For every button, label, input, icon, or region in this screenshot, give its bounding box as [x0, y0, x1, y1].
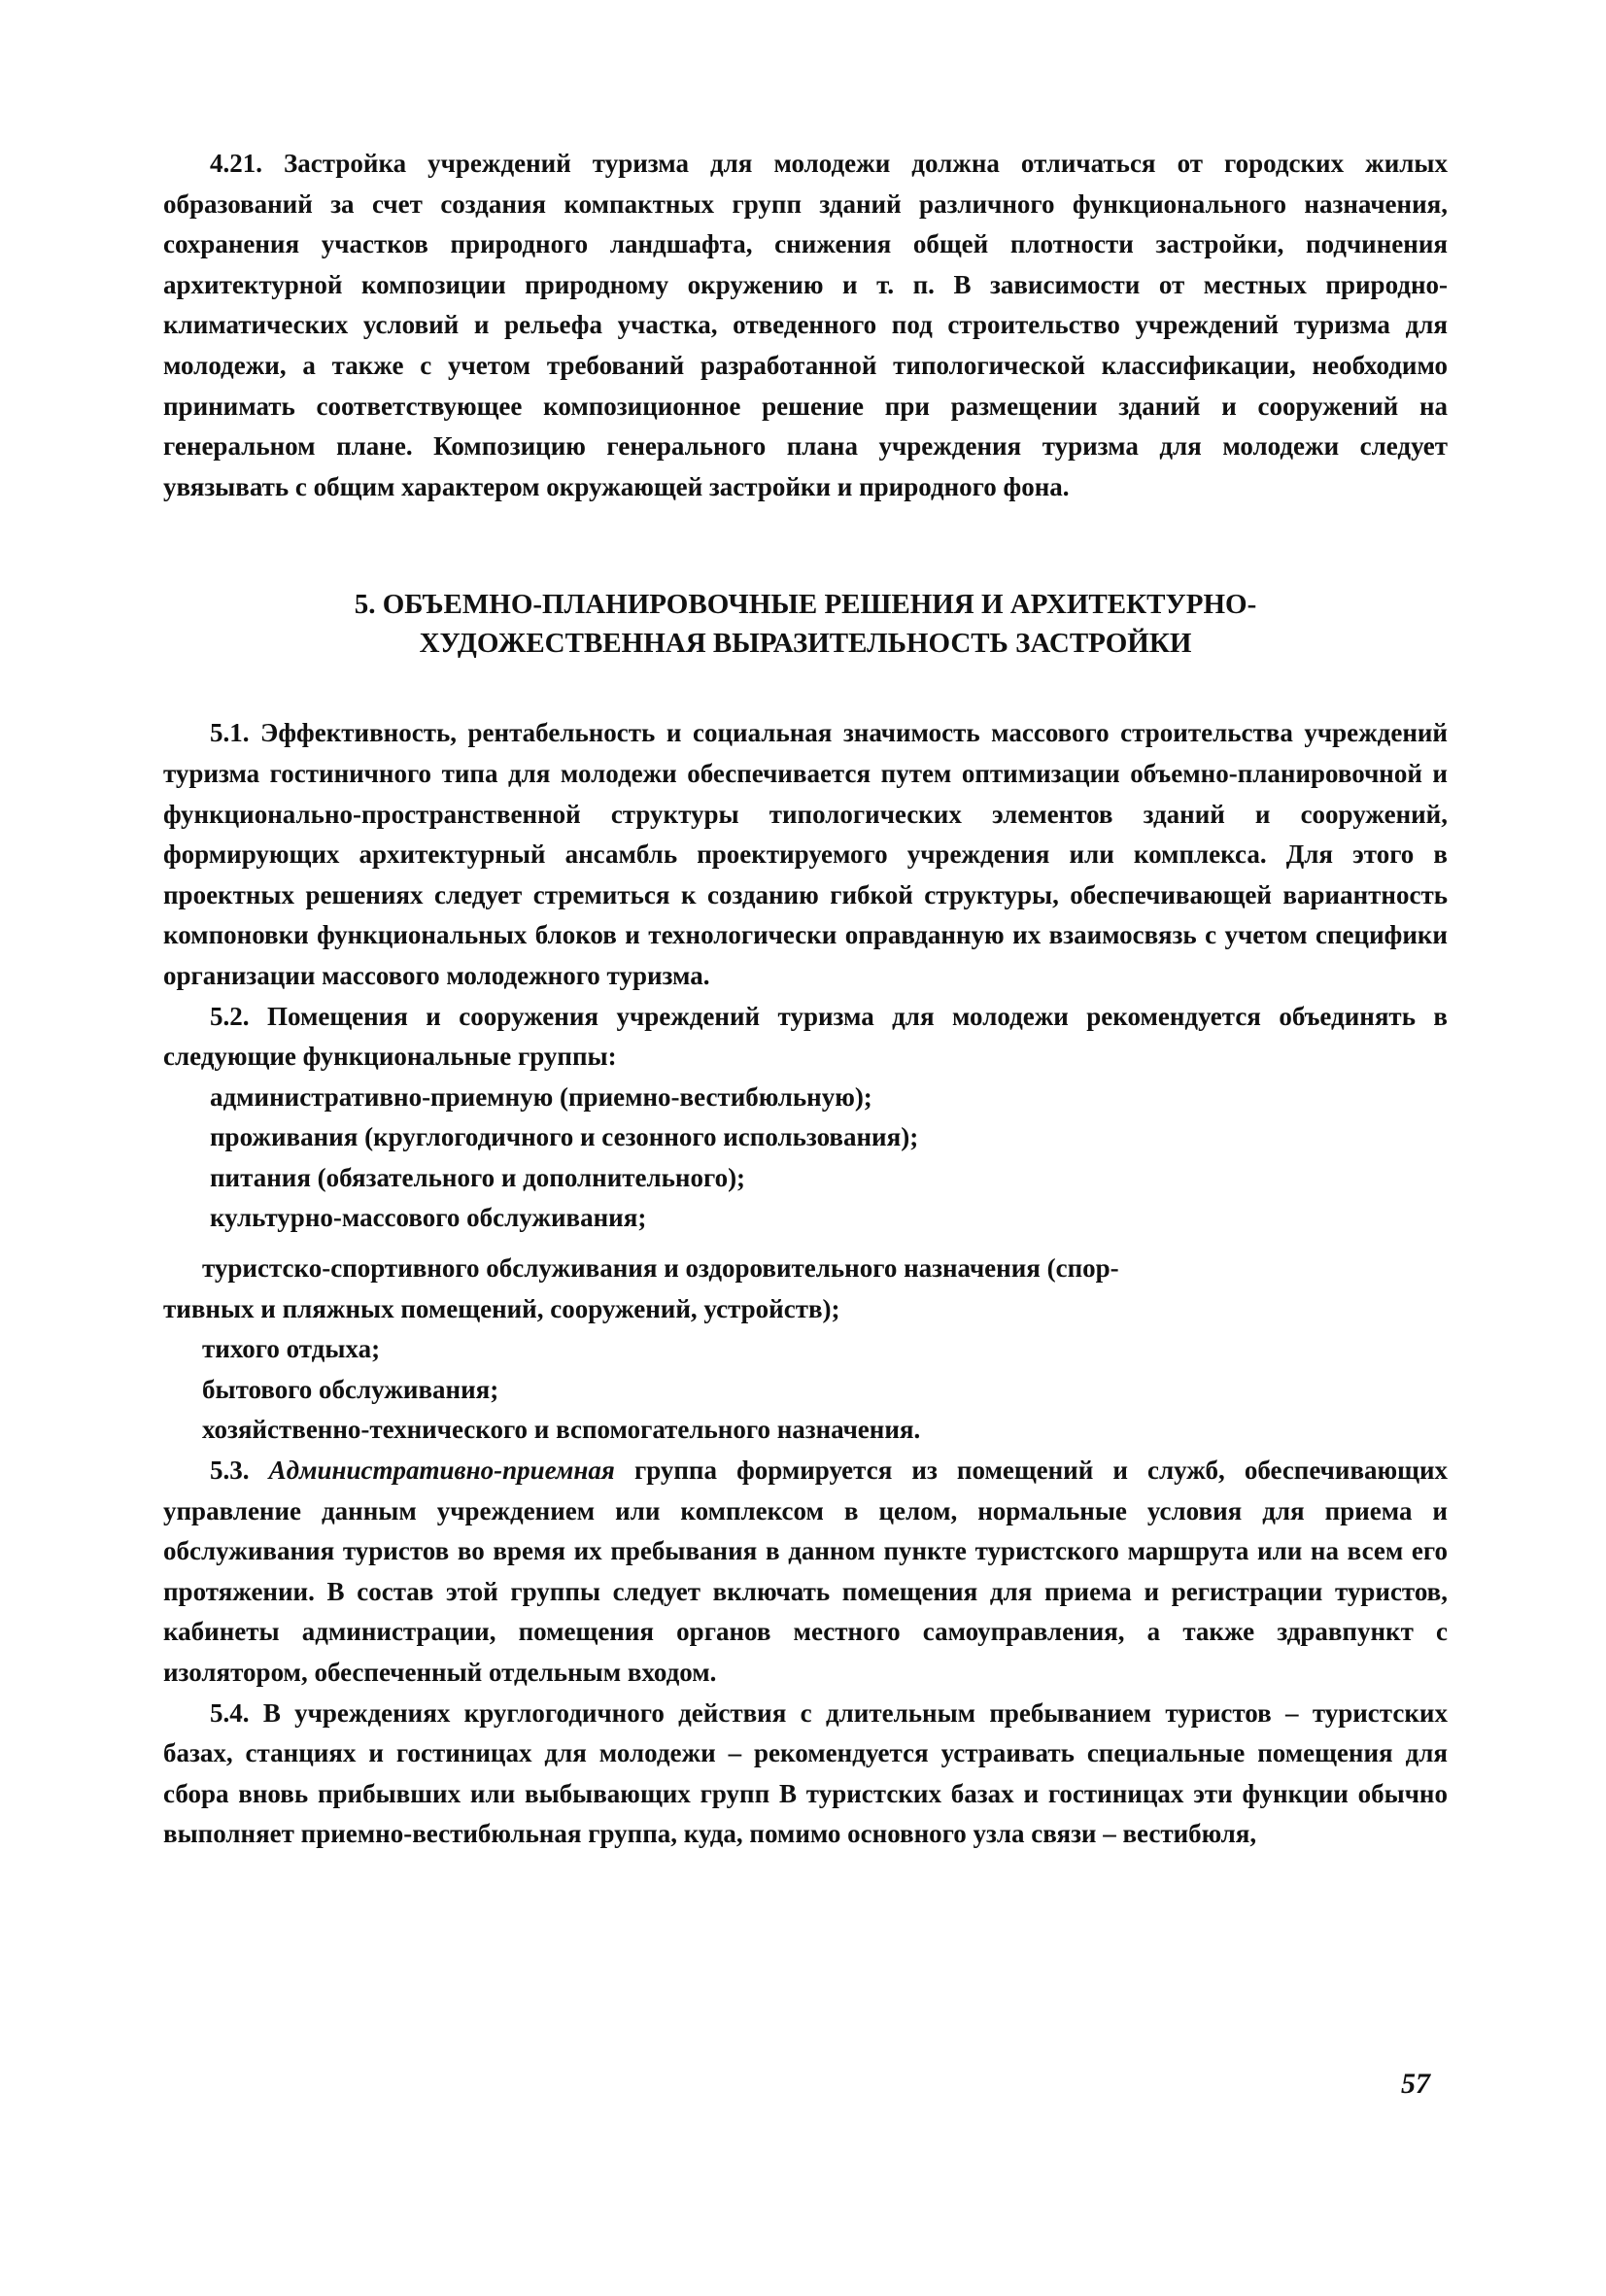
paragraph-text: Застройка учреждений туризма для молодежи должна отличаться от городских жилых образований за счет создания компактных групп зданий различного функционального назначения, сохранения участков природного ландшафта, снижения общей плотности застройки, подчинения архитектурной композиции природному окружению и т. п. В зависимости от местных природно-климатических условий и рельефа участка, отведенного под строительство учреждений туризма для молодежи, а также с учетом требований разработанной типологической классификации, необходимо принимать соответствующее композиционное решение при размещении зданий и сооружений на генеральном плане. Композицию генерального плана учреждения туризма для молодежи следует увязывать с общим характером окружающей застройки и природного фона. — [163, 149, 1449, 501]
list-item: хозяйственно-технического и вспомогательного назначения. — [202, 1415, 921, 1445]
list-item-end: тивных и пляжных помещений, сооружений, устройств); — [163, 1293, 840, 1323]
list-item: питания (обязательного и дополнительного); — [210, 1162, 746, 1192]
paragraph-5-4 — [163, 1694, 1448, 1855]
list-item: бытового обслуживания; — [202, 1374, 499, 1404]
section-5-heading — [163, 585, 1448, 663]
page-content — [163, 144, 1448, 1855]
list-item: административно-приемную (приемно-вестибюльную); — [210, 1081, 872, 1112]
paragraph-number: 5.2. — [210, 1001, 250, 1031]
paragraph-text: группа формируется из помещений и служб, обеспечивающих управление данным учреждением или комплексом в целом, нормальные условия для приема и обслуживания туристов во время их пребывания в данном пункте туристского маршрута или на всем его протяжении. В состав этой группы следует включать помещения для приема и регистрации туристов, кабинеты администрации, помещения органов местного самоуправления, а также здравпункт с изолятором, обеспеченный отдельным входом. — [163, 1456, 1449, 1687]
paragraph-number: 4.21. — [210, 149, 262, 178]
functional-groups-list — [163, 1078, 1448, 1239]
paragraph-text: Эффективность, рентабельность и социальная значимость массового строительства учреждений туризма гостиничного типа для молодежи обеспечивается путем оптимизации объемно-планировочной и функционально-пространственной структуры типологических элементов зданий и сооружений, формирующих архитектурный ансамбль проектируемого учреждения или комплекса. Для этого в проектных решениях следует стремиться к созданию гибкой структуры, обеспечивающей вариантность компоновки функциональных блоков и технологически оправданную их взаимосвязь с учетом специфики организации массового молодежного туризма. — [163, 718, 1448, 990]
paragraph-number: 5.4. — [210, 1697, 250, 1728]
paragraph-number: 5.1. — [210, 718, 250, 748]
paragraph-italic-term: Административно-приемная — [268, 1456, 615, 1486]
list-item: проживания (круглогодичного и сезонного использования); — [210, 1122, 919, 1152]
page-number: 57 — [1401, 2068, 1430, 2100]
paragraph-5-2 — [163, 997, 1448, 1078]
functional-groups-list-continued — [163, 1249, 1448, 1451]
paragraph-5-1 — [163, 713, 1448, 996]
list-item: тихого отдыха; — [202, 1334, 381, 1364]
paragraph-5-3 — [163, 1451, 1448, 1694]
list-item-start: туристско-спортивного обслуживания и оздоровительного назначения (спор- — [202, 1253, 1119, 1284]
list-item — [163, 1249, 1448, 1329]
heading-line-2: ХУДОЖЕСТВЕННАЯ ВЫРАЗИТЕЛЬНОСТЬ ЗАСТРОЙКИ — [419, 628, 1192, 660]
list-item: культурно-массового обслуживания; — [210, 1203, 647, 1233]
heading-line-1: 5. ОБЪЕМНО-ПЛАНИРОВОЧНЫЕ РЕШЕНИЯ И АРХИТЕКТУРНО- — [354, 589, 1257, 621]
paragraph-4-21 — [163, 144, 1448, 507]
paragraph-number: 5.3. — [210, 1456, 250, 1486]
paragraph-text: В учреждениях круглогодичного действия с длительным пребыванием туристов – туристских базах, станциях и гостиницах для молодежи – рекомендуется устраивать специальные помещения для сбора вновь прибывших или выбывающих групп В туристских базах и гостиницах эти функции обычно выполняет приемно-вестибюльная группа, куда, помимо основного узла связи – вестибюля, — [163, 1697, 1448, 1849]
paragraph-text: Помещения и сооружения учреждений туризма для молодежи рекомендуется объединять в следующие функциональные группы: — [163, 1001, 1449, 1072]
